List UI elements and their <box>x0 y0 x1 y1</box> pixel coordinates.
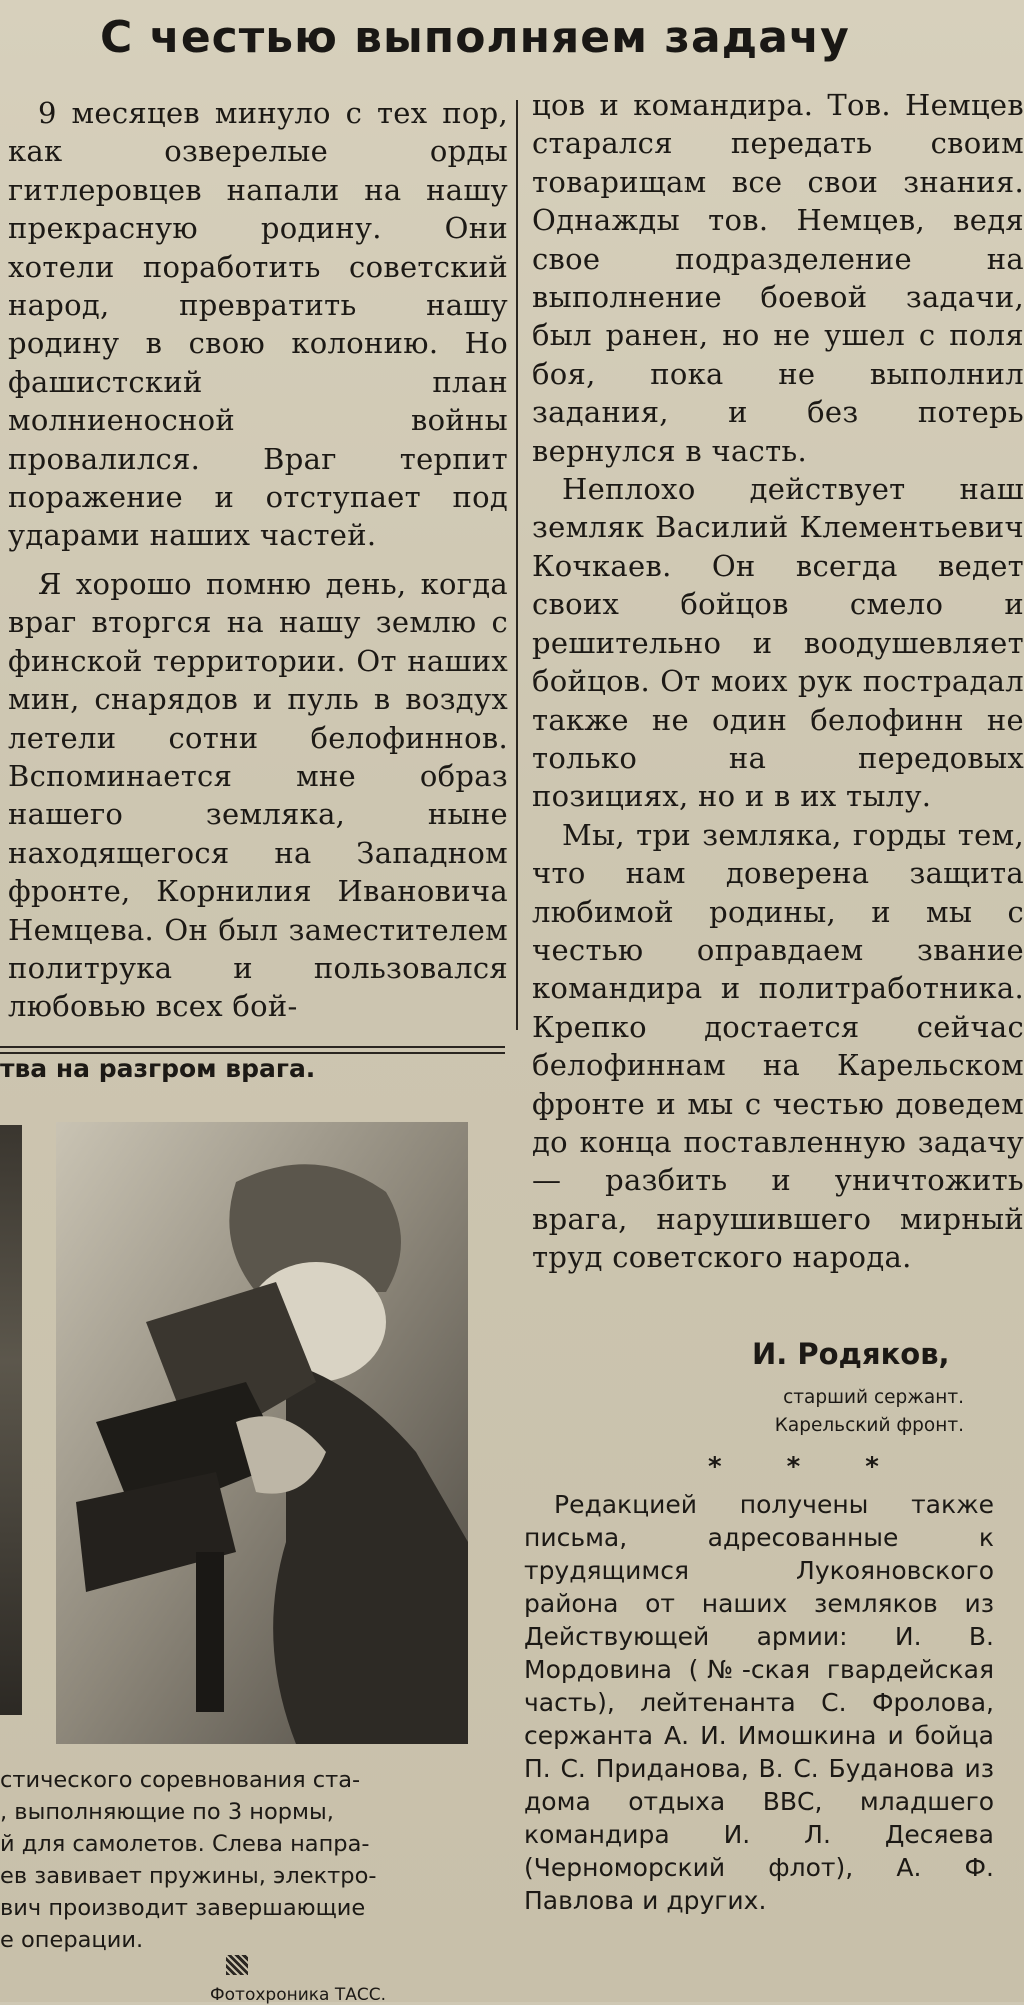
author-rank: старший сержант. <box>783 1387 964 1408</box>
caption-line: й для самолетов. Слева напра- <box>0 1831 370 1857</box>
author-details <box>716 1384 964 1440</box>
adjacent-photo-edge <box>0 1125 22 1715</box>
author-unit: Карельский фронт. <box>774 1415 964 1436</box>
article-column-left <box>8 94 508 1026</box>
article-column-right <box>532 86 1024 1277</box>
section-divider <box>0 1046 505 1048</box>
caption-line: , выполняющие по 3 нормы, <box>0 1799 334 1825</box>
column-divider <box>516 100 518 1030</box>
article-paragraph: цов и командира. Тов. Немцев старался передать своим товарищам все свои знания. Однажды тов. Немцев, ведя свое подразделение на выполнение боевой задачи, был ранен, но не ушел с поля боя, пока не выполнил задания, и без потерь вернулся в часть. <box>532 88 1024 468</box>
article-paragraph: 9 месяцев минуло с тех пор, как озверелые орды гитлеровцев напали на нашу прекрасную родину. Они хотели поработить советский народ, превратить нашу родину в свою колонию. Но фашистский план молниеносной войны провалился. Враг терпит поражение и отступает под ударами наших частей. <box>8 96 508 553</box>
photo-caption <box>0 1764 505 1956</box>
editorial-notice <box>524 1488 994 1917</box>
caption-line: вич производит завершающие <box>0 1895 366 1921</box>
author-signature: И. Родяков, <box>752 1337 950 1371</box>
article-paragraph: Мы, три земляка, горды тем, что нам доверена защита любимой родины, и мы с честью оправдаем звание командира и политработника. Крепко достается сейчас белофиннам на Карельском фронте и мы с честью доведем до конца поставленную задачу — разбить и уничтожить врага, нарушившего мирный труд советского народа. <box>532 817 1024 1275</box>
article-headline: С честью выполняем задачу <box>100 12 850 63</box>
photo-credit: Фотохроника ТАСС. <box>210 1985 387 2005</box>
worker-photo-image <box>56 1122 468 1744</box>
worker-photo <box>56 1122 468 1744</box>
caption-line: е операции. <box>0 1927 144 1953</box>
article-paragraph: Я хорошо помню день, когда враг вторгся на нашу землю с финской территории. От наших мин, снарядов и пуль в воздух летели сотни белофиннов. Вспоминается мне образ нашего земляка, ныне находящегося на Западном фронте, Корнилия Ивановича Немцева. Он был заместителем политрука и пользовался любовью всех бой- <box>8 566 508 1024</box>
press-stamp-icon <box>226 1955 248 1975</box>
caption-line: ев завивает пружины, электро- <box>0 1863 377 1889</box>
caption-line: стического соревнования ста- <box>0 1767 361 1793</box>
notice-text: Редакцией получены также письма, адресованные к трудящимся Лукояновского района от наших земляков из Действующей армии: И. В. Мордовина (№-ская гвардейская часть), лейтенанта С. Фролова, сержанта А. И. Имошкина и бойца П. С. Приданова, В. С. Буданова из дома отдыха ВВС, младшего командира И. Л. Десяева (Черноморский флот), А. Ф. Павлова и других. <box>524 1490 994 1915</box>
article-paragraph: Неплохо действует наш земляк Василий Клементьевич Кочкаев. Он всегда ведет своих бойцов смело и решительно и воодушевляет бойцов. От моих рук пострадал также не один белофинн не только на передовых позициях, но и в их тылу. <box>532 472 1024 814</box>
section-separator-stars: * * * <box>708 1452 907 1482</box>
photo-section-title: тва на разгром врага. <box>0 1054 316 1083</box>
